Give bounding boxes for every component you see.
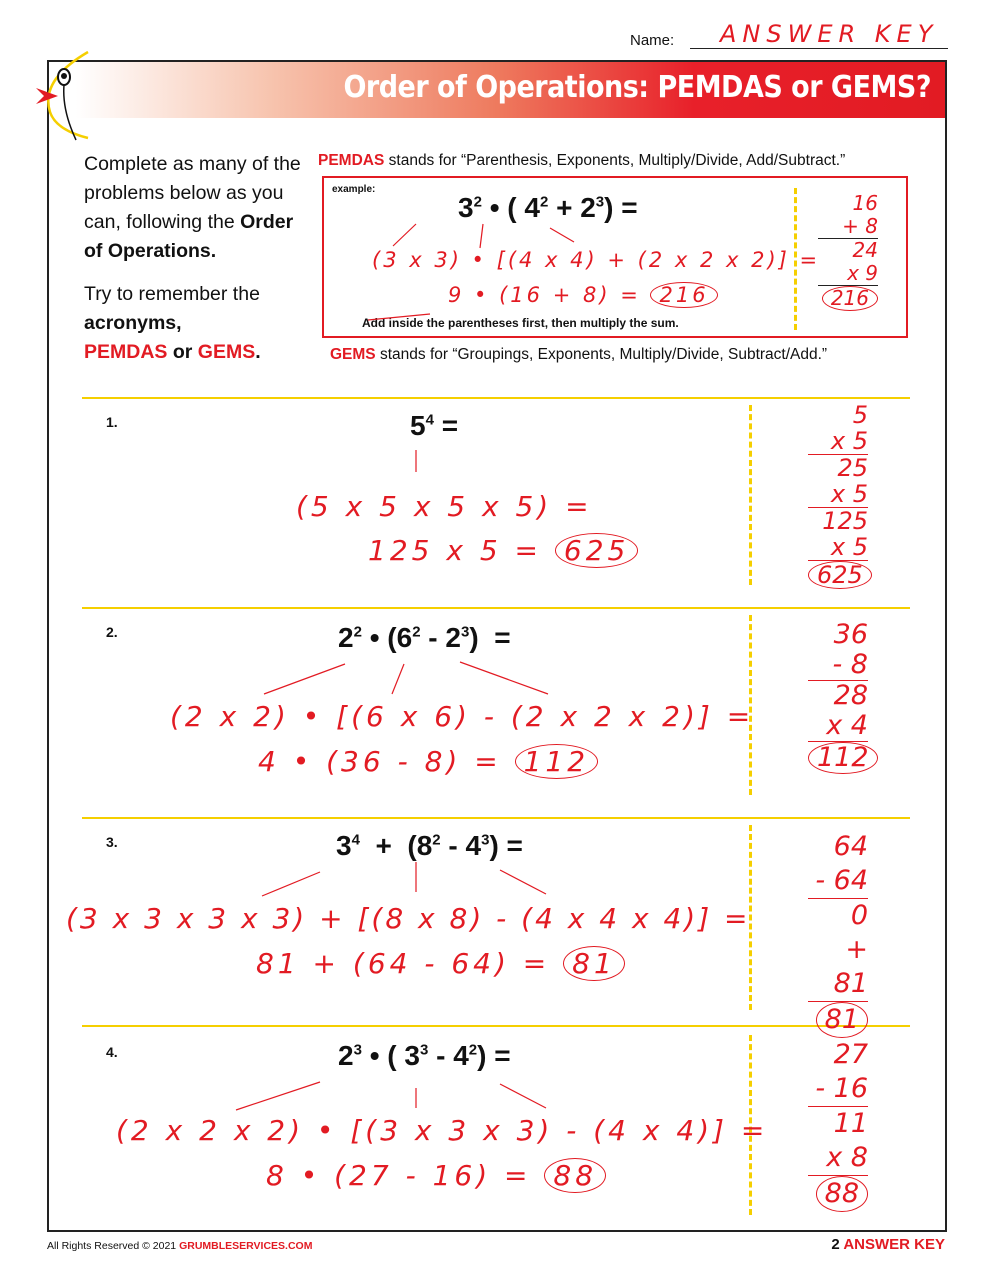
copyright [47, 1240, 312, 1252]
side-line: - 8 [808, 650, 868, 681]
problem-2-answer: 112 [515, 744, 598, 779]
side-answer-value: 112 [808, 742, 878, 774]
name-label: Name: [630, 32, 675, 49]
side-line: 11 [833, 1108, 868, 1139]
example-note: Add inside the parentheses first, then multiply the sum. [362, 316, 679, 330]
page-footer [831, 1236, 945, 1253]
problem-3-step1: (3 x 3 x 3 x 3) + [(8 x 8) - (4 x 4 x 4)] = [66, 902, 751, 935]
side-answer-value: 88 [816, 1176, 868, 1212]
problem-4-step1: (2 x 2 x 2) • [(3 x 3 x 3) - (4 x 4)] = [116, 1114, 769, 1147]
page-title: Order of Operations: PEMDAS or GEMS? [343, 70, 931, 105]
pemdas-label: PEMDAS [318, 152, 385, 169]
side-line: x 9 [818, 262, 878, 286]
answer-key-label: ANSWER KEY [843, 1236, 945, 1253]
rights-text: All Rights Reserved © 2021 [47, 1240, 177, 1252]
problem-number: 4. [106, 1044, 118, 1060]
reminder-text: Try to remember the [84, 283, 260, 305]
problem-1-answer: 625 [555, 533, 638, 568]
side-line: + 81 [808, 933, 868, 1002]
gems-acronym: GEMS [197, 341, 256, 363]
step2-text: 81 + (64 - 64) = [256, 947, 551, 980]
reminder-bold: acronyms, [84, 312, 182, 334]
step2-text: 125 x 5 = [368, 534, 542, 567]
side-answer-value: 216 [822, 286, 878, 311]
problem-number: 1. [106, 414, 118, 430]
side-line: 25 [837, 454, 868, 482]
side-line: - 64 [808, 864, 868, 899]
name-value: ANSWER KEY [720, 20, 939, 48]
side-line: x 5 [808, 428, 868, 455]
side-line: x 5 [808, 481, 868, 508]
instructions-bold: Order of Operations. [84, 211, 294, 262]
problem-1-equation: $5^4$ = [410, 410, 459, 441]
example-equation: $3^2$ • ( $4^2 + 2^3$) = [458, 192, 638, 223]
problem-1-step1: (5 x 5 x 5 x 5) = [296, 490, 593, 523]
side-line: 27 [833, 1039, 868, 1070]
gems-label: GEMS [330, 346, 376, 363]
side-line: x 8 [808, 1141, 868, 1176]
side-line: + 8 [818, 215, 878, 239]
problem-3-equation: $3^4 + (8^2 - 4^3)$ = [336, 830, 523, 861]
example-step1: (3 x 3) • [(4 x 4) + (2 x 2 x 2)] = [372, 248, 821, 272]
problem-4-answer: 88 [544, 1158, 606, 1193]
example-answer: 216 [650, 282, 717, 308]
problem-2-equation: $2^2$ • $(6^2 - 2^3)$ = [338, 622, 511, 653]
problem-4-equation: $2^3$ • ( $3^3 - 4^2$) = [338, 1040, 511, 1071]
example-step2-text: 9 • (16 + 8) = [448, 283, 641, 307]
pemdas-acronym: PEMDAS [84, 341, 168, 363]
side-line: 16 [852, 191, 878, 215]
site-link[interactable]: GRUMBLESERVICES.COM [179, 1240, 313, 1252]
side-line: 0 [850, 900, 868, 931]
step2-text: 8 • (27 - 16) = [266, 1159, 532, 1192]
side-line: 36 [833, 619, 868, 650]
side-line: 24 [852, 238, 878, 262]
side-line: - 16 [808, 1072, 868, 1107]
side-line: 28 [833, 680, 868, 711]
pemdas-text: stands for “Parenthesis, Exponents, Multiply/Divide, Add/Subtract.” [388, 152, 846, 169]
or-text: or [172, 341, 193, 363]
problem-3-answer: 81 [563, 946, 625, 981]
problem-number: 2. [106, 624, 118, 640]
problem-number: 3. [106, 834, 118, 850]
period: . [255, 341, 261, 363]
side-answer-value: 625 [808, 561, 872, 589]
example-label: example: [332, 184, 376, 195]
page-number: 2 [831, 1236, 840, 1253]
problem-2-step1: (2 x 2) • [(6 x 6) - (2 x 2 x 2)] = [170, 700, 755, 733]
instructions-text: Complete as many of the problems below as you can, following the [84, 153, 301, 233]
gems-text: stands for “Groupings, Exponents, Multiply/Divide, Subtract/Add.” [379, 346, 828, 363]
side-line: 64 [833, 831, 868, 862]
side-line: x 5 [808, 534, 868, 561]
side-line: x 4 [808, 711, 868, 742]
step2-text: 4 • (36 - 8) = [258, 745, 502, 778]
side-answer-value: 81 [816, 1002, 868, 1038]
side-line: 5 [852, 401, 868, 429]
side-line: 125 [822, 507, 868, 535]
